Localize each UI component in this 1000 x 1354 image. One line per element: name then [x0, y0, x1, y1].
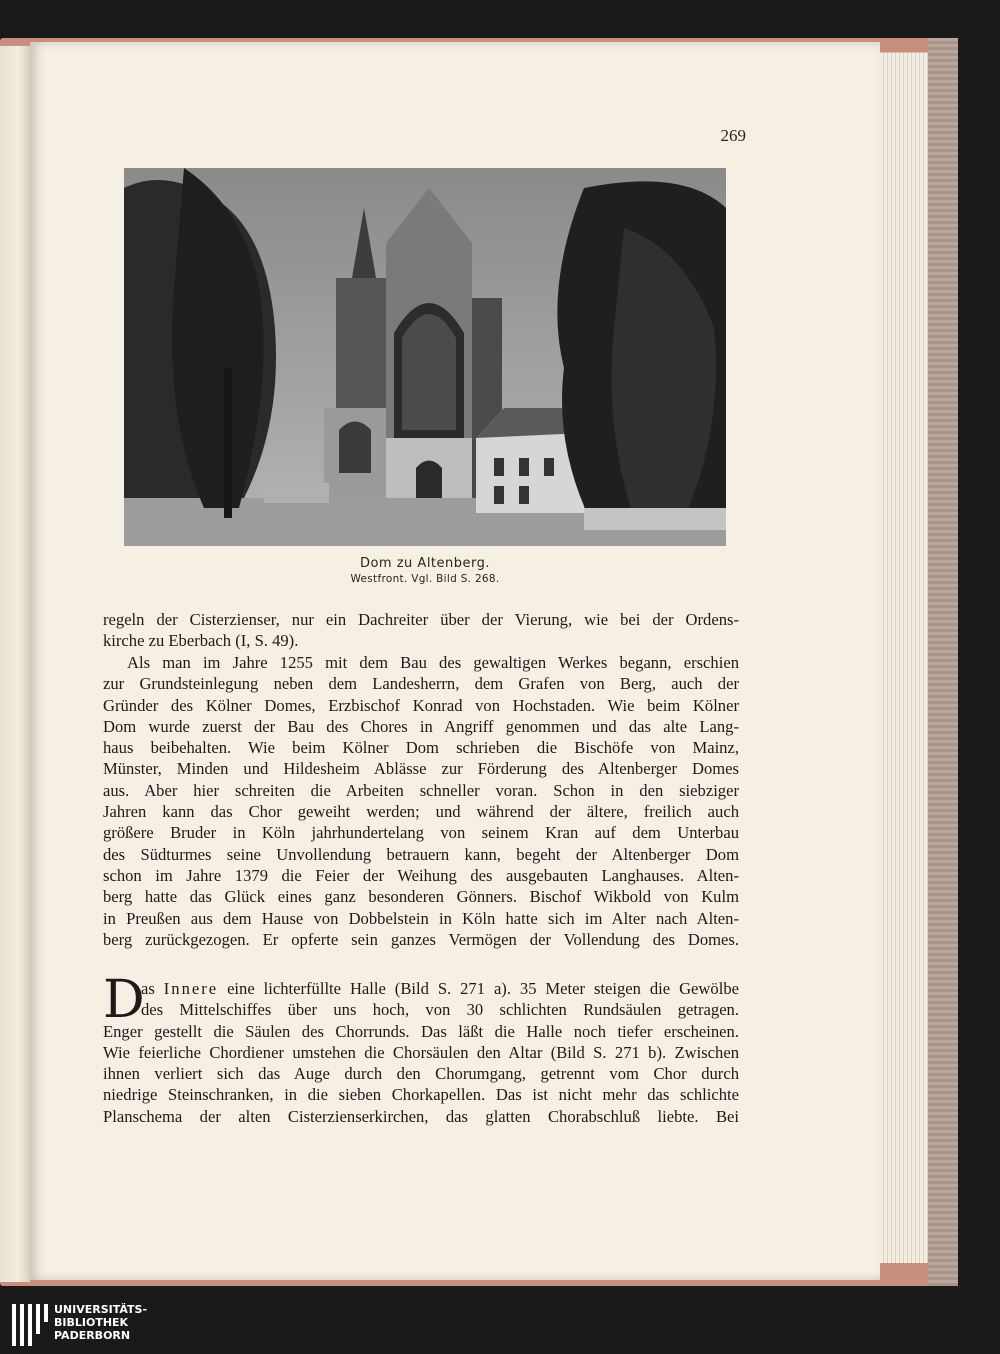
text-line: kirche zu Eberbach (I, S. 49).: [103, 631, 299, 651]
text-line: ihnen verliert sich das Auge durch den Chorumgang, getrennt vom Chor durch: [103, 1064, 739, 1084]
first-line-rest: eine lichterfüllte Halle (Bild S. 271 a). 35 Meter steigen die Gewölbe: [227, 979, 739, 998]
book-spine-edge: [928, 38, 958, 1286]
library-logo-icon: [10, 1302, 50, 1348]
text-line: Als man im Jahre 1255 mit dem Bau des gewaltigen Werkes begann, erschien: [127, 653, 739, 672]
text-line: zur Grundsteinlegung neben dem Landesherrn, dem Grafen von Berg, auch der: [103, 674, 739, 694]
paragraph-1: [103, 609, 739, 652]
text-line: des Südturmes seine Unvollendung betrauern kann, begeht der Altenberger Dom: [103, 844, 739, 864]
text-line: Wie feierliche Chordiener umstehen die Chorsäulen den Altar (Bild S. 271 b). Zwischen: [103, 1042, 739, 1062]
text-line: niedrige Steinschranken, in die sieben Chorkapellen. Das ist nicht mehr das schlichte: [103, 1085, 739, 1105]
text-line: größere Bruder in Köln jahrhundertelang von seinem Kran auf dem Unterbau: [103, 823, 739, 843]
library-name: [54, 1303, 147, 1342]
text-line-first: [103, 978, 739, 999]
first-word-rest: as: [141, 979, 155, 998]
photo-caption-subtitle: Westfront. Vgl. Bild S. 268.: [350, 573, 500, 585]
paragraph-2: [103, 652, 739, 950]
text-line: regeln der Cisterzienser, nur ein Dachreiter über der Vierung, wie bei der Ordens-: [103, 610, 739, 629]
text-line: des Mittelschiffes über uns hoch, von 30 schlichten Rundsäulen getragen.: [141, 1000, 739, 1020]
library-name-line: BIBLIOTHEK: [54, 1316, 129, 1329]
text-line: Gründer des Kölner Domes, Erzbischof Konrad von Hochstaden. Wie beim Kölner: [103, 695, 739, 715]
text-line: berg hatte das Glück eines ganz besonderen Gönners. Bischof Wikbold von Kulm: [103, 887, 739, 907]
text-line: haus beibehalten. Wie beim Kölner Dom schrieben die Bischöfe von Mainz,: [103, 738, 739, 758]
paragraph-3: [103, 970, 739, 1127]
text-line: Münster, Minden und Hildesheim Ablässe zur Förderung des Altenberger Domes: [103, 759, 739, 779]
left-page-edge: [0, 46, 30, 1282]
text-line: aus. Aber hier schreiten die Arbeiten schneller voran. Schon in den siebziger: [103, 780, 739, 800]
text-line: Enger gestellt die Säulen des Chorrunds. Das läßt die Halle noch tiefer erscheinen.: [103, 1021, 739, 1041]
church-photograph: [124, 168, 726, 546]
spaced-word: Innere: [163, 979, 219, 998]
library-name-line: UNIVERSITÄTS-: [54, 1303, 148, 1316]
text-line: schon im Jahre 1379 die Feier der Weihung des ausgebauten Langhauses. Alten-: [103, 865, 739, 885]
library-name-line: PADERBORN: [54, 1329, 131, 1342]
page-number: 269: [720, 126, 746, 145]
text-line: berg zurückgezogen. Er opferte sein ganzes Vermögen der Vollendung des Domes.: [103, 929, 739, 949]
photo-caption-title: Dom zu Altenberg.: [359, 556, 491, 571]
page-block-edges: [880, 52, 928, 1263]
text-line: Jahren kann das Chor geweiht werden; und während der ältere, freilich auch: [103, 802, 739, 822]
text-line: Planschema der alten Cisterzienserkirchen, das glatten Chorabschluß liebte. Bei: [103, 1106, 739, 1126]
text-line: in Preußen aus dem Hause von Dobbelstein in Köln hatte sich im Alter nach Alten-: [103, 908, 739, 928]
text-line: Dom wurde zuerst der Bau des Chores in Angriff genommen und das alte Lang-: [103, 716, 739, 736]
drop-cap: D: [103, 970, 145, 1030]
